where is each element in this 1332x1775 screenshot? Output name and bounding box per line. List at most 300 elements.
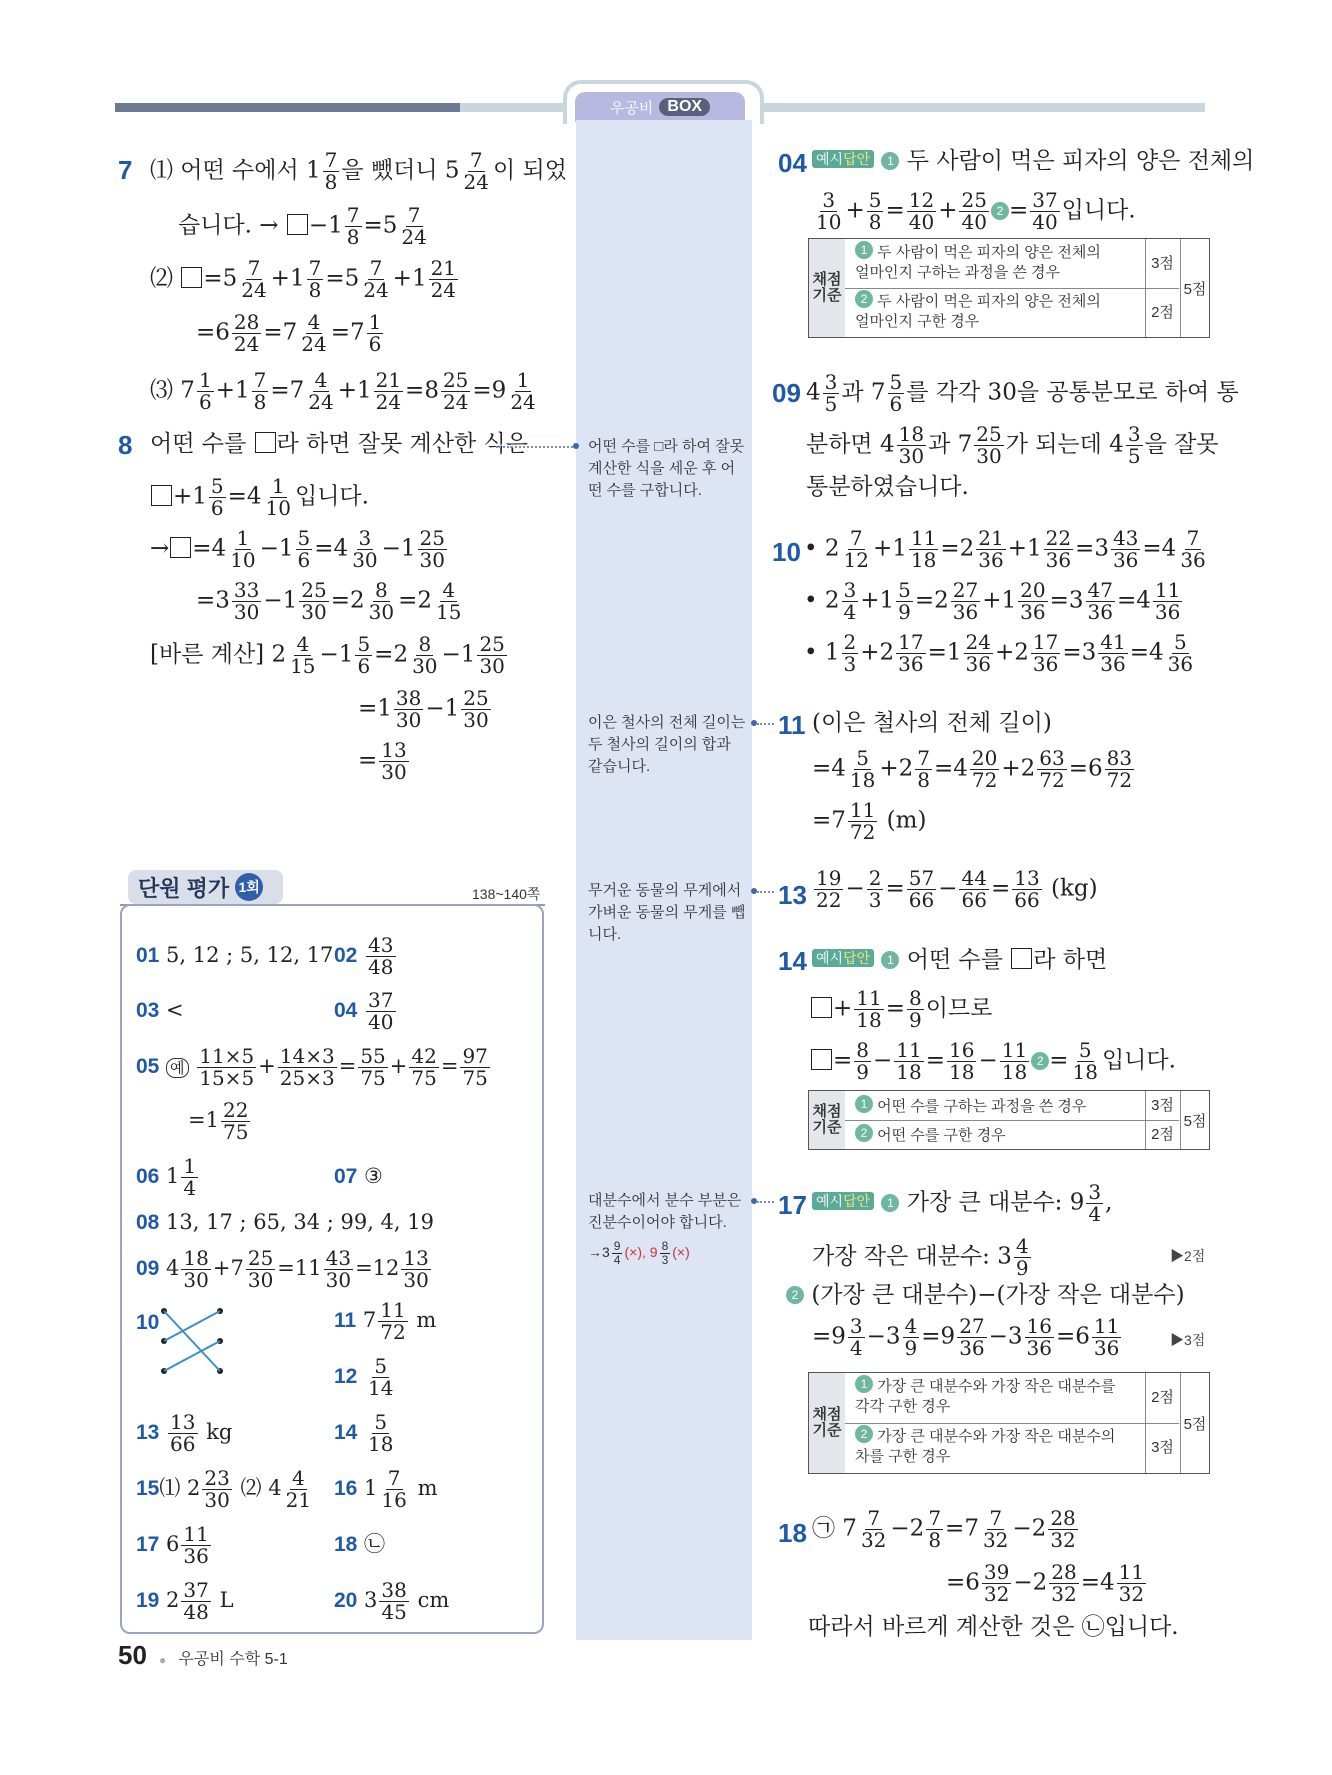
ans-08 [136, 1212, 434, 1233]
p10-text: • 2 [804, 535, 840, 562]
problem-8-number: 8 [118, 430, 133, 460]
p13-line: $\frac{19}{22}$ − $\frac{2}{3}$ = $\frac{57}{66}$ − $\frac{44}{66}$ = $\frac{13}{66}$ (kg) [816, 866, 1098, 912]
p11-text: (m) [886, 807, 927, 834]
p10-text: =4 [1142, 535, 1177, 562]
ans-20: 20 3 $\frac{38}{45}$ cm [334, 1578, 450, 1624]
p04-line1 [812, 150, 1254, 173]
p10-text: =4 [1116, 587, 1151, 614]
ans-unit: cm [417, 1588, 450, 1612]
p17-text: =6 [1056, 1323, 1090, 1350]
p7-text: ⑶ 7 [150, 377, 195, 404]
p18-line3: 따라서 바르게 계산한 것은 ㉡입니다. [808, 1614, 1179, 1640]
ans-text: 13, 17 ; 65, 34 ; 99, 4, 19 [166, 1210, 434, 1234]
p09-text: 과 7 [928, 431, 973, 458]
ans-13: 13 $\frac{13}{66}$ kg [136, 1410, 233, 1456]
p14-text: + [833, 995, 853, 1022]
p7-line5: ⑶ 7 $\frac{1}{6}$ +1 $\frac{7}{8}$ =7 $\frac{4}{24}$ +1 $\frac{21}{24}$ =8 $\frac{25}{24}$ =9 $\frac{1}{24}$ [150, 368, 536, 414]
p8-line6: =1 $\frac{38}{30}$ −1 $\frac{25}{30}$ [358, 686, 489, 732]
p7-text: +1 [215, 377, 250, 404]
p10-row3: • 1 $\frac{2}{3}$ +2 $\frac{17}{36}$ =1 $\frac{24}{36}$ +2 $\frac{17}{36}$ =3 $\frac{41}{36}$ =4 $\frac{5}{36}$ [804, 630, 1194, 676]
p7-text: =7 [270, 377, 305, 404]
p10-text: =3 [1075, 535, 1109, 562]
ans-number: 01 [136, 944, 160, 967]
p04-grading-table [808, 238, 1210, 338]
round-badge: 1회 [235, 873, 263, 901]
step-1-icon: 1 [881, 951, 899, 969]
p04-text: + [845, 197, 865, 224]
p11-text: =7 [812, 807, 846, 834]
ans-number: 16 [334, 1477, 358, 1500]
problem-7-number: 7 [118, 155, 133, 185]
ans-number: 03 [136, 999, 160, 1022]
p14-grading-table [808, 1090, 1210, 1150]
problem-11-number: 11 [778, 710, 806, 740]
ans-12: 12 $\frac{5}{14}$ [334, 1354, 394, 1400]
p14-text: = [925, 1047, 946, 1074]
example-answer-badge [812, 1192, 874, 1210]
p14-text: = [885, 995, 906, 1022]
p8-text: =4 [192, 535, 227, 562]
p8-text: =1 [358, 695, 392, 722]
note-17-leader [757, 1201, 774, 1203]
p7-text: +1 [392, 265, 427, 292]
p7-text: ⑵ [150, 265, 173, 292]
p04-text: 두 사람이 먹은 피자의 양은 전체의 [906, 148, 1255, 174]
note-text: (×) [672, 1243, 690, 1260]
problem-13-number: 13 [778, 880, 807, 910]
p11-text: +2 [879, 755, 914, 782]
ans-number: 14 [334, 1421, 358, 1444]
note-17: 대분수에서 분수 부분은 진분수이어야 합니다. [588, 1192, 742, 1231]
note-text: →3 [588, 1243, 610, 1260]
ans-16: 16 1 $\frac{7}{16}$ m [334, 1466, 438, 1512]
grading-row [845, 239, 1179, 289]
p17-text: −3 [866, 1323, 901, 1350]
p7-text: =7 [330, 319, 365, 346]
grading-criterion: 1 어떤 수를 구하는 과정을 쓴 경우 [855, 1095, 1117, 1117]
p18-text: −2 [1012, 1515, 1047, 1542]
ans-text: =12 [355, 1256, 400, 1280]
note-11-leader [757, 723, 774, 725]
problem-17-number: 17 [778, 1190, 807, 1220]
p18-text: ㉠ 7 [812, 1515, 857, 1542]
grading-label: 채점 기준 [809, 1091, 845, 1149]
p7-text: ⑴ 어떤 수에서 1 [150, 157, 321, 184]
p10-text: =3 [1062, 639, 1097, 666]
ans-07 [334, 1166, 383, 1187]
ans-19: 19 2 $\frac{37}{48}$ L [136, 1578, 234, 1624]
blank-box [181, 267, 202, 288]
grading-points: 2점 [1145, 1373, 1179, 1423]
p09-line2: 분하면 4 $\frac{18}{30}$ 과 7 $\frac{25}{30}$ 가 되는데 4 $\frac{3}{5}$ 을 잘못 [806, 422, 1219, 468]
p10-text: +1 [860, 587, 895, 614]
grading-points: 3점 [1145, 1423, 1179, 1473]
p8-text: =4 [227, 483, 262, 510]
p8-text: =2 [398, 587, 432, 614]
p10-text: =4 [1129, 639, 1164, 666]
p09-text: 를 각각 30을 공통분모로 하여 통 [906, 379, 1239, 406]
grading-label: 채점 기준 [809, 239, 845, 337]
example-answer-badge [812, 949, 874, 967]
p13-text: − [845, 875, 865, 902]
ans-text: + [389, 1054, 408, 1078]
p7-text: =6 [196, 319, 230, 346]
p13-unit: (kg) [1050, 875, 1098, 902]
p8-text: −1 [319, 641, 354, 668]
p17-text: −3 [988, 1323, 1023, 1350]
grading-points: 2점 [1145, 1120, 1179, 1149]
p09-line1: 4 $\frac{3}{5}$ 과 7 $\frac{5}{6}$ 를 각각 30을 공통분모로 하여 통 [806, 370, 1239, 416]
grading-row [845, 1423, 1179, 1473]
p17-line3 [786, 1284, 1185, 1307]
ans-text: < [166, 998, 184, 1022]
p18-line2: =6 $\frac{39}{32}$ −2 $\frac{28}{32}$ =4 $\frac{11}{32}$ [946, 1560, 1145, 1606]
ans-number: 18 [334, 1533, 358, 1556]
p17-text: 가장 작은 대분수: 3 [812, 1243, 1012, 1270]
p8-text: +1 [173, 483, 207, 510]
grading-criterion: 1 가장 큰 대분수와 가장 작은 대분수를 각각 구한 경우 [855, 1377, 1116, 1416]
ans-number: 05 [136, 1055, 160, 1078]
p10-text: +1 [1007, 535, 1042, 562]
step-1-icon: 1 [881, 1194, 899, 1212]
ans-text: 6 [166, 1532, 180, 1556]
p7-text: =8 [405, 377, 439, 404]
p8-text: −1 [259, 535, 294, 562]
grading-text: 두 사람이 먹은 피자의 양은 전체의 얼마인지 구하는 과정을 쓴 경우 [855, 244, 1101, 282]
p7-text: 습니다. → [178, 212, 279, 239]
p09-text: 4 [806, 379, 821, 406]
p14-text: = [833, 1047, 853, 1074]
example-answer-badge [812, 150, 874, 168]
blank-box [1011, 948, 1032, 969]
ans-text: 4 [166, 1256, 180, 1280]
p10-text: +1 [982, 587, 1017, 614]
ans-number: 17 [136, 1533, 160, 1556]
grading-text: 가장 큰 대분수와 가장 작은 대분수를 각각 구한 경우 [855, 1378, 1116, 1416]
badge-text: 답안 [843, 950, 871, 966]
p17-line2: 가장 작은 대분수: 3 $\frac{4}{9}$ [812, 1234, 1029, 1280]
p17-score-tag-1: ▶2점 [1170, 1248, 1206, 1264]
ans-text: ⑵ 4 [240, 1476, 282, 1500]
p10-text: =1 [927, 639, 962, 666]
note-text: (×), 9 [624, 1243, 658, 1260]
p7-text: =7 [263, 319, 298, 346]
ans-number: 20 [334, 1589, 358, 1612]
p18-text: =6 [946, 1569, 980, 1596]
grading-text: 어떤 수를 구하는 과정을 쓴 경우 [877, 1098, 1087, 1115]
ans-text: ⑴ 2 [159, 1476, 201, 1500]
p8-text: =4 [314, 535, 349, 562]
blank-box [811, 997, 832, 1018]
p09-text: 을 잘못 [1144, 431, 1219, 458]
note-13-leader [757, 891, 774, 893]
grading-text: 가장 큰 대분수와 가장 작은 대분수의 차를 구한 경우 [855, 1428, 1116, 1466]
p7-line1: ⑴ 어떤 수에서 1 $\frac{7}{8}$ 을 뺐더니 5 $\frac{7}{24}$ 이 되었 [150, 148, 567, 194]
p13-text: = [990, 875, 1011, 902]
p09-text: 과 7 [841, 379, 886, 406]
grading-points: 2점 [1145, 288, 1179, 337]
grading-total: 5점 [1180, 239, 1209, 337]
p8-text: =2 [330, 587, 365, 614]
p04-text: + [938, 197, 958, 224]
ans-02: 02 $\frac{43}{48}$ [334, 933, 394, 979]
p17-text: , [1105, 1189, 1113, 1216]
book-title: 우공비 수학 5-1 [178, 1651, 288, 1668]
p17-grading-table [808, 1372, 1210, 1474]
p10-text: • 1 [804, 639, 840, 666]
p11-line2: =4 $\frac{5}{18}$ +2 $\frac{7}{8}$ =4 $\frac{20}{72}$ +2 $\frac{63}{72}$ =6 $\frac{83}{72}$ [812, 746, 1133, 792]
box-tab-badge: BOX [659, 98, 710, 116]
header-bar-dark [115, 103, 460, 112]
p14-text: − [978, 1047, 998, 1074]
p04-text: 입니다. [1061, 197, 1136, 224]
p8-text: =2 [374, 641, 409, 668]
step-2-icon: 2 [991, 202, 1009, 220]
step-2-icon: 2 [786, 1286, 804, 1304]
p7-text: =5 [325, 265, 360, 292]
p7-line3: ⑵ =5 $\frac{7}{24}$ +1 $\frac{7}{8}$ =5 $\frac{7}{24}$ +1 $\frac{21}{24}$ [150, 256, 457, 302]
ans-text: +7 [212, 1256, 244, 1280]
p7-line4: =6 $\frac{28}{24}$ =7 $\frac{4}{24}$ =7 $\frac{1}{6}$ [196, 310, 382, 356]
p17-line4: =9 $\frac{3}{4}$ −3 $\frac{4}{9}$ =9 $\frac{27}{36}$ −3 $\frac{16}{36}$ =6 $\frac{11}{36}$ [812, 1314, 1120, 1360]
ans-03 [136, 1000, 184, 1021]
ans-text: = [338, 1054, 357, 1078]
p17-text: =9 [812, 1323, 846, 1350]
grading-text: 두 사람이 먹은 피자의 양은 전체의 얼마인지 구한 경우 [855, 293, 1101, 331]
problem-18-number: 18 [778, 1518, 807, 1548]
ans-05: 05 예 $\frac{11\times 5}{15\times 5}$ + $\frac{14\times 3}{25\times 3}$ = $\frac{55}{75}$ + $\frac{42}{75}$ = $\frac{97}{75}$ [136, 1044, 488, 1090]
grading-row [845, 1091, 1179, 1121]
p17-score-tag-2: ▶3점 [1170, 1332, 1206, 1348]
p7-text: 을 뺐더니 5 [341, 157, 460, 184]
p8-line7: = $\frac{13}{30}$ [358, 738, 407, 784]
problem-10-number: 10 [772, 537, 801, 567]
p14-line2: + $\frac{11}{18}$ = $\frac{8}{9}$ 이므로 [810, 988, 992, 1031]
note-8: 어떤 수를 □라 하여 잘못 계산한 식을 세운 후 어떤 수를 구합니다. [588, 438, 745, 499]
p8-leader-line [496, 446, 576, 448]
p8-text: 입니다. [295, 483, 369, 510]
p14-text: − [873, 1047, 893, 1074]
grading-points: 3점 [1145, 1091, 1179, 1120]
ans-09: 09 4 $\frac{18}{30}$ +7 $\frac{25}{30}$ =11 $\frac{43}{30}$ =12 $\frac{13}{30}$ [136, 1246, 429, 1292]
p8-text: −1 [441, 641, 476, 668]
p18-text: =4 [1080, 1569, 1115, 1596]
ans-number: 06 [136, 1165, 160, 1188]
ans-text: 2 [166, 1588, 180, 1612]
ans-number: 15 [136, 1477, 160, 1500]
p17-text: (가장 큰 대분수)−(가장 작은 대분수) [811, 1282, 1185, 1308]
p13-text: − [938, 875, 958, 902]
ans-number: 04 [334, 999, 358, 1022]
ans-18 [334, 1534, 385, 1555]
step-2-icon: 2 [1031, 1052, 1049, 1070]
p09-text: 분하면 4 [806, 431, 895, 458]
p09-line3: 통분하였습니다. [806, 474, 969, 500]
badge-text: 답안 [843, 151, 871, 167]
ans-number: 13 [136, 1421, 160, 1444]
ans-text: 5, 12 ; 5, 12, 17 [166, 943, 334, 967]
grading-criterion: 2 가장 큰 대분수와 가장 작은 대분수의 차를 구한 경우 [855, 1427, 1116, 1466]
p14-line1 [812, 948, 1107, 972]
p8-text: −1 [263, 587, 298, 614]
p10-text: +2 [994, 639, 1029, 666]
grading-text: 어떤 수를 구한 경우 [877, 1127, 1006, 1144]
ans-text: 1 [166, 1164, 180, 1188]
p11-line3: =7 $\frac{11}{72}$ (m) [812, 798, 927, 844]
ans-text: =11 [277, 1256, 322, 1280]
p7-text: +1 [337, 377, 372, 404]
p11-text: =4 [934, 755, 968, 782]
ans-unit: L [219, 1588, 234, 1612]
unit-assessment-title [128, 870, 283, 904]
p8-text: −1 [425, 695, 460, 722]
grading-criterion: 2 두 사람이 먹은 피자의 양은 전체의 얼마인지 구한 경우 [855, 292, 1101, 331]
p04-text: = [885, 197, 905, 224]
p7-text: =5 [203, 265, 238, 292]
step-1-icon: 1 [881, 152, 899, 170]
blank-box [811, 1049, 832, 1070]
ans-unit: m [416, 1308, 437, 1332]
example-mark: 예 [166, 1058, 189, 1078]
ans-number: 11 [334, 1309, 357, 1332]
note-17-example: →3 $\frac{9}{4}$ (×), 9 $\frac{8}{3}$ (×) [588, 1239, 690, 1267]
p11-text: =4 [812, 755, 846, 782]
page-number: 50 [118, 1640, 147, 1670]
p8-line5: [바른 계산] 2 $\frac{4}{15}$ −1 $\frac{5}{6}$ =2 $\frac{8}{30}$ −1 $\frac{25}{30}$ [150, 632, 505, 678]
ans-text: ③ [364, 1164, 383, 1188]
ans-15: 15⑴ 2 $\frac{23}{30}$ ⑵ 4 $\frac{4}{21}$ [136, 1466, 312, 1512]
ans-number: 02 [334, 944, 358, 967]
p18-text: =7 [945, 1515, 979, 1542]
p17-line1: 예시답안 1 가장 큰 대분수: 9 $\frac{3}{4}$ , [812, 1182, 1112, 1225]
p8-line2: +1 $\frac{5}{6}$ =4 $\frac{1}{10}$ 입니다. [150, 476, 369, 519]
ans-06: 06 1 $\frac{1}{4}$ [136, 1154, 197, 1200]
ans-number: 09 [136, 1257, 160, 1280]
ans-04: 04 $\frac{37}{40}$ [334, 988, 394, 1034]
grading-total: 5점 [1180, 1373, 1209, 1473]
unit-pages: 138~140쪽 [472, 886, 541, 902]
p10-text: =2 [914, 587, 949, 614]
p8-text: −1 [381, 535, 416, 562]
p7-text: =9 [472, 377, 507, 404]
p10-text: +2 [860, 639, 895, 666]
grading-row [845, 1120, 1179, 1149]
grading-row [845, 1373, 1179, 1424]
p8-line3: → =4 $\frac{1}{10}$ −1 $\frac{5}{6}$ =4 $\frac{3}{30}$ −1 $\frac{25}{30}$ [150, 526, 445, 572]
problem-09-number: 09 [772, 378, 801, 408]
ans-text: =1 [188, 1108, 219, 1132]
p8-text: =3 [196, 587, 230, 614]
p18-text: −2 [890, 1515, 925, 1542]
p8-text: 어떤 수를 [150, 431, 247, 457]
p10-text: =3 [1049, 587, 1084, 614]
grading-points: 3점 [1145, 239, 1179, 288]
p10-text: =2 [940, 535, 975, 562]
p7-text: =5 [363, 212, 398, 239]
badge-text: 예시 [816, 950, 844, 966]
badge-text: 답안 [843, 1192, 871, 1209]
p8-line4: =3 $\frac{33}{30}$ −1 $\frac{25}{30}$ =2 $\frac{8}{30}$ =2 $\frac{4}{15}$ [196, 578, 462, 624]
p18-text: −2 [1013, 1569, 1048, 1596]
ans-text: ㉡ [364, 1532, 386, 1556]
ans-text: + [258, 1054, 276, 1078]
p8-line1 [150, 432, 528, 456]
ans-text: = [440, 1054, 459, 1078]
ans-unit: m [417, 1476, 438, 1500]
p8-text: → [150, 535, 170, 562]
p8-text: = [358, 747, 378, 774]
grading-criterion: 2 어떤 수를 구한 경우 [855, 1124, 1117, 1146]
blank-box [287, 214, 308, 235]
ans-number: 12 [334, 1365, 358, 1388]
ans-unit: kg [206, 1420, 233, 1444]
ans-text: 3 [364, 1588, 378, 1612]
ans-10 [136, 1312, 159, 1333]
unit-title-text: 단원 평가 [138, 875, 230, 901]
ans-text: 1 [364, 1476, 378, 1500]
ans-number: 08 [136, 1211, 160, 1234]
ans-14: 14 $\frac{5}{18}$ [334, 1410, 394, 1456]
p13-text: = [885, 875, 905, 902]
p10-row2: • 2 $\frac{3}{4}$ +1 $\frac{5}{9}$ =2 $\frac{27}{36}$ +1 $\frac{20}{36}$ =3 $\frac{47}{36}$ =4 $\frac{11}{36}$ [804, 578, 1181, 624]
badge-text: 예시 [816, 1192, 844, 1209]
ans-17: 17 6 $\frac{11}{36}$ [136, 1522, 209, 1568]
ans-text: 7 [362, 1308, 377, 1332]
p8-text: 라 하면 잘못 계산한 식은 [276, 431, 528, 457]
p10-row1: • 2 $\frac{7}{12}$ +1 $\frac{11}{18}$ =2 $\frac{21}{36}$ +1 $\frac{22}{36}$ =3 $\frac{43}{36}$ =4 $\frac{7}{36}$ [804, 526, 1206, 572]
ans-number: 07 [334, 1165, 358, 1188]
box-tab-text: 우공비 [609, 99, 654, 117]
p7-line2: 습니다. → −1 $\frac{7}{8}$ =5 $\frac{7}{24}$ [178, 203, 427, 249]
ans-11: 11 7 $\frac{11}{72}$ m [334, 1298, 437, 1344]
problem-14-number: 14 [778, 946, 807, 976]
p11-text: +2 [1001, 755, 1036, 782]
p11-line1: (이은 철사의 전체 길이) [812, 710, 1052, 736]
p14-line3: = $\frac{8}{9}$ − $\frac{11}{18}$ = $\frac{16}{18}$ − $\frac{11}{18}$ 2 = $\frac{5}{18}$ 입니다. [810, 1040, 1176, 1083]
blank-box [255, 432, 276, 453]
p8-text: [바른 계산] 2 [150, 641, 287, 668]
ans-number: 10 [136, 1311, 160, 1334]
p17-text: 가장 큰 대분수: 9 [906, 1189, 1085, 1216]
footer-dot: ● [159, 1653, 167, 1667]
p04-line2: $\frac{3}{10}$ + $\frac{5}{8}$ = $\frac{12}{40}$ + $\frac{25}{40}$ 2 = $\frac{37}{40}$ 입니다. [816, 188, 1136, 234]
note-11: 이은 철사의 전체 길이는 두 철사의 길이의 합과 같습니다. [588, 714, 746, 775]
p14-text: 이므로 [925, 995, 993, 1022]
badge-text: 예시 [816, 151, 844, 167]
ans-number: 19 [136, 1589, 160, 1612]
p7-text: 이 되었 [493, 157, 567, 184]
p7-text: −1 [308, 212, 343, 239]
grading-label: 채점 기준 [809, 1373, 845, 1473]
box-tab [575, 92, 745, 122]
p14-text: 라 하면 [1033, 947, 1108, 973]
problem-04-number: 04 [778, 148, 807, 178]
p14-text: 어떤 수를 [906, 947, 1003, 973]
grading-total: 5점 [1180, 1091, 1209, 1149]
p18-line1: ㉠ 7 $\frac{7}{32}$ −2 $\frac{7}{8}$ =7 $\frac{7}{32}$ −2 $\frac{28}{32}$ [812, 1506, 1076, 1552]
note-13: 무거운 동물의 무게에서 가벼운 동물의 무게를 뺍니다. [588, 882, 746, 943]
p8-leader-dot [573, 443, 579, 449]
p14-text: 입니다. [1101, 1047, 1176, 1074]
matching-lines-diagram [158, 1305, 228, 1381]
p7-text: +1 [270, 265, 305, 292]
p11-text: =6 [1068, 755, 1103, 782]
grading-row [845, 288, 1179, 337]
page-footer [118, 1640, 288, 1671]
p09-text: 가 되는데 4 [1005, 431, 1124, 458]
p10-text: +1 [872, 535, 907, 562]
blank-box [170, 537, 191, 558]
